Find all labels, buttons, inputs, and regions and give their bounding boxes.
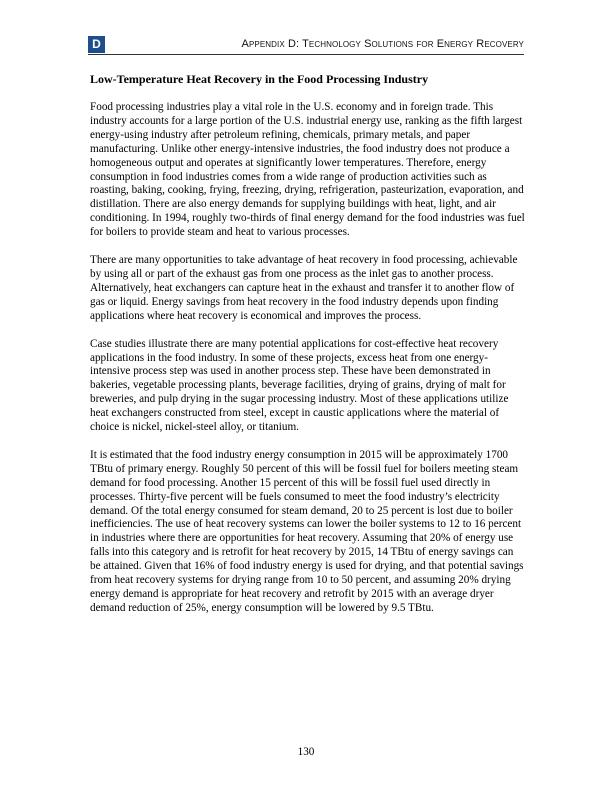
paragraph-2: There are many opportunities to take advantage of heat recovery in food processing, achievable by using all or part of the exhaust gas from one process as the inlet gas to another process. Alternatively, heat exchangers can capture heat in the exhaust and transfer it to another flow of gas or liquid. Energy savings from heat recovery in the food industry depends upon finding applications where heat recovery is economical and improves the process. xyxy=(90,254,518,322)
page-body xyxy=(90,72,526,630)
paragraph-4: It is estimated that the food industry energy consumption in 2015 will be approximately 1700 TBtu of primary energy. Roughly 50 percent of this will be fossil fuel for boilers meeting steam demand for food processing. Another 15 percent of this will be fossil fuel used directly in processes. Thirty-five percent will be fuels consumed to meet the food industry’s electricity demand. Of the total energy consumed for steam demand, 20 to 25 percent is lost due to boiler inefficiencies. The use of heat recovery systems can lower the boiler systems to 12 to 16 percent in industries where there are opportunities for heat recovery. Assuming that 20% of energy use falls into this category and is retrofit for heat recovery by 2015, 14 TBtu of energy savings can be attained. Given that 16% of food industry energy is used for drying, and that potential savings from heat recovery systems for drying range from 10 to 50 percent, and assuming 20% drying energy demand is appropriate for heat recovery and retrofit by 2015 with an average dryer demand reduction of 25%, energy consumption will be lowered by 9.5 TBtu. xyxy=(90,448,524,614)
page-header xyxy=(88,36,524,55)
running-header-title: Appendix D: Technology Solutions for Energy Recovery xyxy=(241,38,524,50)
page-number: 130 xyxy=(297,746,315,758)
paragraph-3: Case studies illustrate there are many potential applications for cost-effective heat recovery applications in the food industry. In some of these projects, excess heat from one energy-intensive process step was used in another process step. These have been demonstrated in bakeries, vegetable processing plants, beverage facilities, drying of grains, drying of malt for breweries, and pulp drying in the sugar processing industry. Most of these applications utilize heat exchangers constructed from steel, except in caustic applications where the material of choice is nickel, nickel-steel alloy, or titanium. xyxy=(90,337,509,434)
appendix-badge: D xyxy=(88,36,105,53)
paragraph-1: Food processing industries play a vital role in the U.S. economy and in foreign trade. This industry accounts for a large portion of the U.S. industrial energy use, ranking as the fifth largest energy-using industry after petroleum refining, chemicals, primary metals, and paper manufacturing. Unlike other energy-intensive industries, the food industry does not produce a homogeneous output and operates at significantly lower temperatures. Therefore, energy consumption in food industries comes from a wide range of production activities such as roasting, baking, cooking, frying, freezing, drying, refrigeration, pasteurization, evaporation, and distillation. There are also energy demands for supplying buildings with heat, light, and air conditioning. In 1994, roughly two-thirds of final energy demand for the food industries was fuel for boilers to provide steam and heat to various processes. xyxy=(90,101,525,239)
section-title: Low-Temperature Heat Recovery in the Food Processing Industry xyxy=(90,72,429,86)
header-divider xyxy=(88,54,524,55)
